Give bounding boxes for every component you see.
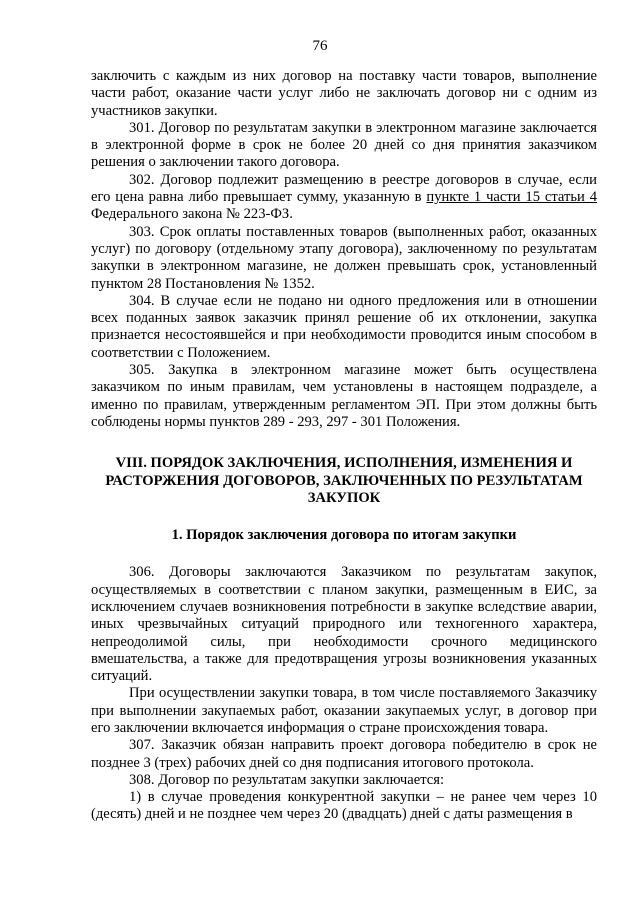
paragraph-302-text-start: 302. Договор подлежит размещению в реестре договоров в случае, если его цена равна либо превышает сумму, указанную в: [91, 171, 597, 206]
paragraph-301: 301. Договор по результатам закупки в электронном магазине заключается в электронной форме в срок не более 20 дней со дня принятия заказчиком решения о заключении такого договора.: [91, 119, 597, 171]
paragraph-continuation: заключить с каждым из них договор на поставку части товаров, выполнение части работ, оказание части услуг либо не заключать договор ни с одним из участников закупки.: [91, 68, 597, 119]
paragraph-307: 307. Заказчик обязан направить проект договора победителю в срок не позднее 3 (трех) рабочих дней со дня подписания итогового протокола.: [91, 737, 597, 771]
page-number: 76: [312, 38, 328, 54]
paragraph-306-continuation: При осуществлении закупки товара, в том числе поставляемого Заказчику при выполнении закупаемых работ, оказании закупаемых услуг, в договор при его заключении включается информация о стране происхождения товара.: [91, 685, 597, 736]
paragraph-304: 304. В случае если не подано ни одного предложения или в отношении всех поданных заявок заказчик принял решение об их отклонении, закупка признается несостоявшейся и при необходимости проводится иным способом в соответствии с Положением.: [91, 292, 597, 361]
section-heading: VIII. ПОРЯДОК ЗАКЛЮЧЕНИЯ, ИСПОЛНЕНИЯ, ИЗМЕНЕНИЯ И РАСТОРЖЕНИЯ ДОГОВОРОВ, ЗАКЛЮЧЕННЫХ ПО РЕЗУЛЬТАТАМ ЗАКУПОК: [105, 455, 583, 507]
paragraph-302: [91, 172, 597, 224]
paragraph-305: 305. Закупка в электронном магазине может быть осуществлена заказчиком по иным правилам, чем установлены в настоящем подразделе, а именно по правилам, утвержденным регламентом ЭП. При этом должны быть соблюдены нормы пунктов 289 - 293, 297 - 301 Положения.: [91, 362, 597, 430]
paragraph-308: 308. Договор по результатам закупки заключается:: [129, 771, 445, 788]
document-body: [91, 68, 597, 824]
subsection-heading: 1. Порядок заключения договора по итогам закупки: [171, 527, 517, 544]
paragraph-306: 306. Договоры заключаются Заказчиком по результатам закупок, осуществляемых в соответствии с планом закупки, размещенным в ЕИС, за исключением случаев возникновения потребности в закупке вследствие аварии, иных чрезвычайных ситуаций природного или техногенного характера, непреодолимой силы, при необходимости срочного медицинского вмешательства, а также для предотвращения угрозы возникновения указанных ситуаций.: [91, 564, 597, 685]
paragraph-302-text-end: Федерального закона № 223-ФЗ.: [91, 206, 293, 223]
paragraph-308-item-1: 1) в случае проведения конкурентной закупки – не ранее чем через 10 (десять) дней и не позднее чем через 20 (двадцать) дней с даты размещения в: [91, 789, 597, 823]
paragraph-303: 303. Срок оплаты поставленных товаров (выполненных работ, оказанных услуг) по договору (отдельному этапу договора), заключенному по результатам закупки в электронном магазине, не должен превышать срок, установленный пунктом 28 Постановления № 1352.: [91, 223, 597, 292]
law-reference-link[interactable]: пункте 1 части 15 статьи 4: [426, 189, 597, 206]
